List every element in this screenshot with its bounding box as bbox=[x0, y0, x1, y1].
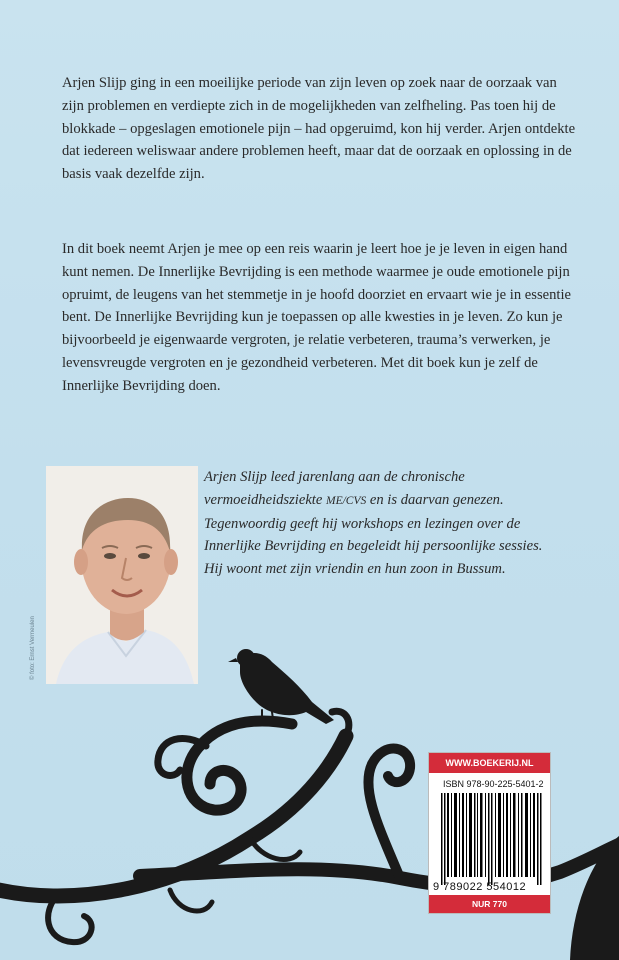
publisher-website: WWW.BOEKERIJ.NL bbox=[429, 753, 550, 773]
barcode-digits: 9 789022 554012 bbox=[433, 881, 527, 893]
isbn-barcode-label bbox=[428, 752, 551, 914]
blurb-paragraph-2: In dit boek neemt Arjen je mee op een reis waarin je leert hoe je je leven in eigen hand kunt nemen. De Innerlijke Bevrijding is een methode waarmee je oude emotionele pijn opruimt, de leugens van het stemmetje in je hoofd doorziet en ervaart wie je in essentie bent. De Innerlijke Bevrijding kun je toepassen op alle kwesties in je leven. Zo kun je bijvoorbeeld je eigenwaarde vergroten, je relatie verbeteren, trauma’s verwerken, je levensvreugde vergroten en je gezondheid verbeteren. Met dit boek kun je zelf de Innerlijke Bevrijding doen. bbox=[62, 241, 571, 394]
nur-code: NUR 770 bbox=[429, 895, 550, 913]
author-bio bbox=[204, 466, 544, 581]
photo-credit: © foto: Ernst Vermeulen bbox=[30, 616, 36, 680]
barcode-icon bbox=[441, 793, 544, 885]
bio-text-1: Arjen Slijp leed jarenlang aan de chronische vermoeidheidsziekte bbox=[204, 469, 465, 508]
bio-text-2: en is daarvan genezen. Tegenwoordig geeft hij workshops en lezingen over de Innerlijke Bevrijding en begeleidt hij persoonlijke sessies. Hij woont met zijn vriendin en hun zoon in Bussum. bbox=[204, 491, 543, 578]
bio-abbreviation: ME/CVS bbox=[325, 494, 367, 507]
blurb-paragraph-1: Arjen Slijp ging in een moeilijke periode van zijn leven op zoek naar de oorzaak van zijn problemen en verdiepte zich in de mogelijkheden van zelfheling. Pas toen hij de blokkade – opgeslagen emotionele pijn – had opgeruimd, kon hij verder. Arjen ontdekte dat iedereen weliswaar andere problemen heeft, maar dat de oorzaak en oplossing in de basis vaak dezelfde zijn. bbox=[62, 75, 576, 183]
isbn-number: ISBN 978-90-225-5401-2 bbox=[443, 779, 544, 789]
